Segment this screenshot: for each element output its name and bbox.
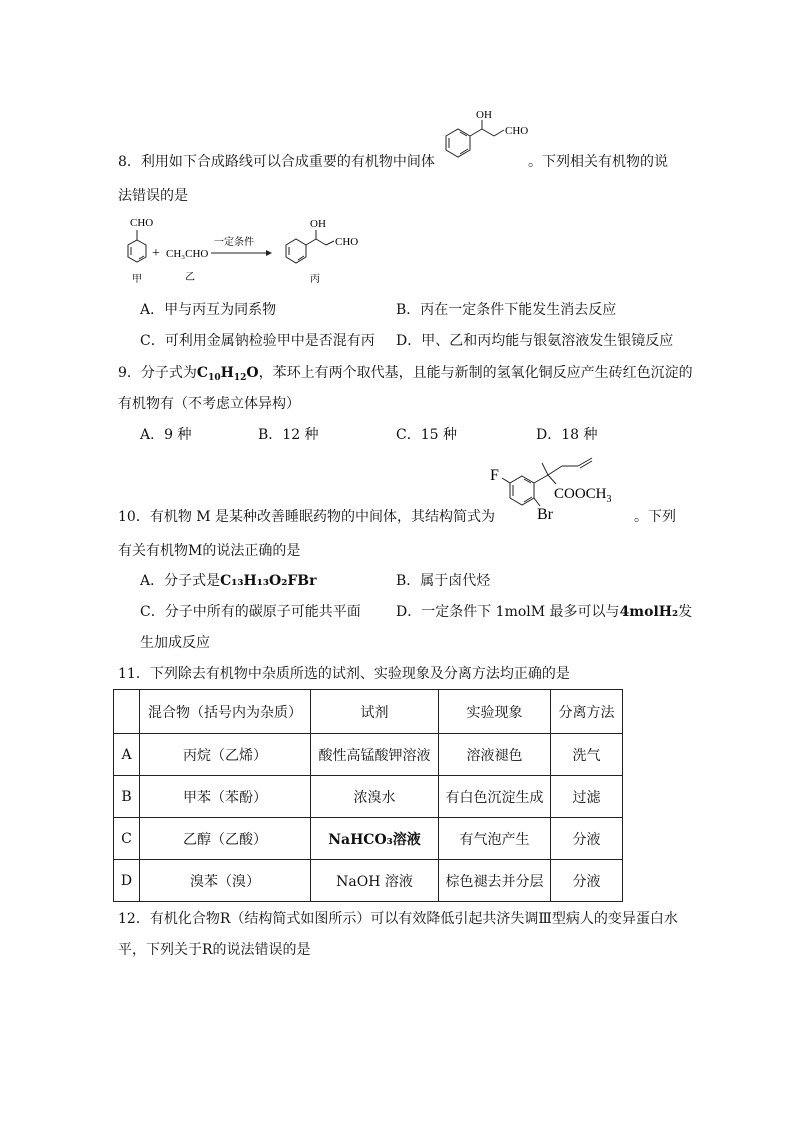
- q9-option-b[interactable]: B．12 种: [258, 427, 319, 443]
- q8-scheme-cho2: CHO: [335, 236, 359, 248]
- table-cell: NaHCO₃溶液: [311, 818, 439, 860]
- q10-option-c[interactable]: C．分子中所有的碳原子可能共平面: [140, 604, 361, 620]
- q11-stem: 11．下列除去有机物中杂质所选的试剂、实验现象及分离方法均正确的是: [118, 666, 570, 682]
- header-cell: 分离方法: [551, 690, 623, 734]
- q9-formula: $C_{10}H_{12}O$: [196, 365, 259, 383]
- table-cell: 分液: [551, 818, 623, 860]
- q8-scheme-jia: 甲: [132, 274, 142, 285]
- q8-option-b[interactable]: B．丙在一定条件下能发生消去反应: [396, 302, 617, 318]
- q8-top-oh: OH: [476, 109, 492, 121]
- table-cell: 乙醇（乙酸）: [140, 818, 311, 860]
- q8-scheme-reagent: CH₃CHO: [166, 248, 209, 260]
- q10-option-d[interactable]: D．一定条件下 1molM 最多可以与4molH₂发: [396, 604, 693, 620]
- table-cell: 分液: [551, 860, 623, 902]
- q11-table: [113, 689, 623, 902]
- table-row: [114, 818, 623, 860]
- q8-scheme-condition: 一定条件: [214, 237, 254, 248]
- q10-stem-b: 。下列: [634, 509, 676, 525]
- q10-option-d-formula: 4molH₂: [619, 604, 679, 620]
- q10-option-b[interactable]: B．属于卤代烃: [396, 573, 491, 589]
- q10-option-a-formula: C₁₃H₁₃O₂FBr: [220, 573, 317, 589]
- q9-stem-a: 9．分子式为: [118, 365, 197, 381]
- q10-cooch3-label: $COOCH_3$: [554, 486, 612, 505]
- row-label: A: [114, 734, 140, 776]
- q8-stem-a: 8．利用如下合成路线可以合成重要的有机物中间体: [118, 154, 435, 170]
- q8-option-a[interactable]: A．甲与丙互为同系物: [140, 302, 277, 318]
- table-cell: 有白色沉淀生成: [439, 776, 551, 818]
- q9-stem-c: 有机物有（不考虑立体异构）: [118, 396, 300, 412]
- table-row: [114, 734, 623, 776]
- row-label: C: [114, 818, 140, 860]
- table-header-row: [114, 690, 623, 734]
- row-label: B: [114, 776, 140, 818]
- table-cell: 丙烷（乙烯）: [140, 734, 311, 776]
- q10-f-label: F: [490, 467, 499, 484]
- table-cell: 溶液褪色: [439, 734, 551, 776]
- q9-option-c[interactable]: C．15 种: [396, 427, 457, 443]
- table-cell: 棕色褪去并分层: [439, 860, 551, 902]
- q9-option-d[interactable]: D．18 种: [536, 427, 598, 443]
- q10-stem-c: 有关有机物M的说法正确的是: [118, 543, 301, 559]
- q10-br-label: Br: [537, 506, 553, 523]
- header-cell: [114, 690, 140, 734]
- q8-option-c[interactable]: C．可利用金属钠检验甲中是否混有丙: [140, 333, 375, 349]
- table-cell: 酸性高锰酸钾溶液: [311, 734, 439, 776]
- header-cell: 实验现象: [439, 690, 551, 734]
- q10-option-a[interactable]: A．分子式是C₁₃H₁₃O₂FBr: [140, 573, 317, 589]
- q8-stem-c: 法错误的是: [118, 188, 188, 204]
- q8-scheme-yi: 乙: [185, 272, 195, 283]
- q8-reaction-scheme: [118, 212, 368, 292]
- q8-scheme-plus: +: [152, 246, 160, 261]
- q10-m-structure: [488, 448, 638, 530]
- table-cell: NaOH 溶液: [311, 860, 439, 902]
- q8-scheme-cho: CHO: [130, 217, 154, 229]
- q9-option-a[interactable]: A．9 种: [140, 427, 192, 443]
- q8-scheme-bing: 丙: [310, 274, 320, 285]
- q8-option-d[interactable]: D．甲、乙和丙均能与银氨溶液发生银镜反应: [396, 333, 674, 349]
- table-row: [114, 860, 623, 902]
- row-label: D: [114, 860, 140, 902]
- q12-stem-b: 平，下列关于R的说法错误的是: [118, 942, 311, 958]
- q8-top-cho: CHO: [505, 125, 529, 137]
- q10-option-d-continuation: 生加成反应: [140, 635, 210, 651]
- q12-stem-a: 12．有机化合物R（结构简式如图所示）可以有效降低引起共济失调Ⅲ型病人的变异蛋白水: [118, 911, 678, 927]
- q9-stem-b: ，苯环上有两个取代基，且能与新制的氢氧化铜反应产生砖红色沉淀的: [258, 365, 693, 381]
- q8-stem-b: 。下列相关有机物的说: [528, 154, 668, 170]
- header-cell: 试剂: [311, 690, 439, 734]
- table-cell: 甲苯（苯酚）: [140, 776, 311, 818]
- q10-stem-a: 10．有机物 M 是某种改善睡眠药物的中间体，其结构简式为: [118, 509, 496, 525]
- q9-stem-line1: [118, 363, 693, 388]
- table-cell: 有气泡产生: [439, 818, 551, 860]
- table-cell: 溴苯（溴）: [140, 860, 311, 902]
- table-row: [114, 776, 623, 818]
- table-cell: 洗气: [551, 734, 623, 776]
- table-cell: 过滤: [551, 776, 623, 818]
- header-cell: 混合物（括号内为杂质）: [140, 690, 311, 734]
- q8-product-structure-top: [436, 108, 536, 168]
- q8-scheme-oh: OH: [310, 218, 326, 230]
- table-cell: 浓溴水: [311, 776, 439, 818]
